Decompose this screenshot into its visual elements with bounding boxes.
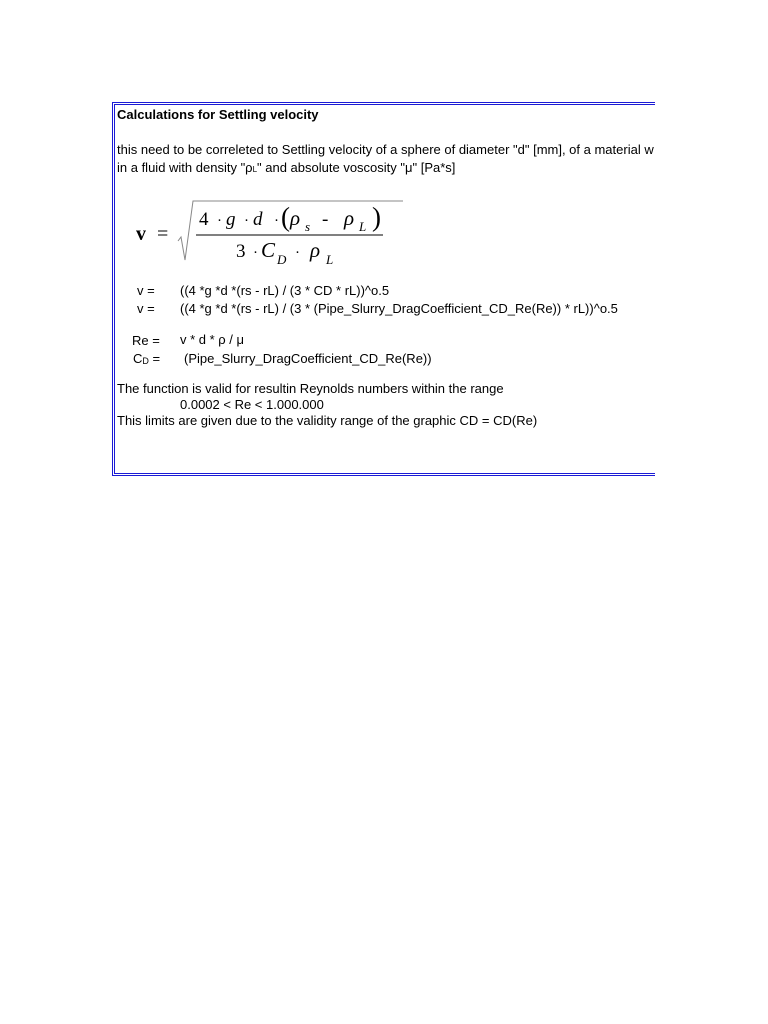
formula-paren-open: ( — [281, 202, 290, 232]
re-expression: v * d * ρ / μ — [180, 332, 245, 347]
formula-den-rho-sub: L — [326, 252, 334, 267]
formula-den-dot2: · — [295, 245, 300, 261]
formula-num-d: d — [253, 209, 263, 230]
formula-equals: = — [157, 223, 169, 245]
cd-label — [133, 351, 160, 369]
formula-paren-close: ) — [372, 202, 381, 232]
validity-range: 0.0002 < Re < 1.000.000 — [180, 397, 324, 412]
formula-num-dot1: · — [217, 213, 222, 229]
formula-num-4: 4 — [199, 209, 209, 230]
formula-den-dot1: · — [253, 245, 258, 261]
eq1-expression: ((4 *g *d *(rs - rL) / (3 * CD * rL))^o.5 — [180, 283, 390, 298]
formula-rho-s-sub: s — [305, 219, 311, 234]
validity-note-2: This limits are given due to the validity range of the graphic CD = CD(Re) — [117, 413, 538, 428]
calculation-frame — [112, 102, 655, 476]
cd-expression: (Pipe_Slurry_DragCoefficient_CD_Re(Re)) — [184, 351, 432, 366]
eq1-label: v = — [137, 283, 155, 298]
formula-num-dot2: · — [244, 213, 249, 229]
formula-rho-l-sub: L — [359, 219, 367, 234]
cd-label-main: C — [133, 351, 143, 366]
intro-line-1: this need to be correleted to Settling velocity of a sphere of diameter "d" [mm], of a material w — [117, 142, 654, 157]
re-label: Re = — [132, 333, 160, 348]
formula-lhs: v — [136, 223, 146, 245]
intro-line-2-pre: in a fluid with density "ρ — [117, 160, 253, 175]
formula-rho-s: ρ — [290, 206, 301, 230]
formula-minus: - — [322, 209, 329, 230]
formula-rho-l: ρ — [344, 206, 355, 230]
formula-den-c-sub: D — [277, 252, 287, 267]
formula-den-rho: ρ — [310, 238, 321, 262]
eq2-label: v = — [137, 301, 155, 316]
intro-line-2-post: " and absolute voscosity "μ" [Pa*s] — [257, 160, 456, 175]
cd-label-eq: = — [148, 351, 161, 366]
section-heading: Calculations for Settling velocity — [117, 107, 319, 122]
intro-line-2-sub: L — [252, 165, 258, 174]
formula-num-g: g — [226, 209, 236, 230]
formula-den-c: C — [261, 238, 276, 262]
cd-label-sub: D — [142, 356, 149, 366]
validity-note-1: The function is valid for resultin Reynolds numbers within the range — [117, 381, 504, 396]
intro-line-2 — [117, 160, 455, 178]
settling-velocity-formula — [133, 193, 403, 273]
formula-num-dot3: · — [274, 213, 279, 229]
formula-den-3: 3 — [236, 241, 246, 262]
eq2-expression: ((4 *g *d *(rs - rL) / (3 * (Pipe_Slurry_DragCoefficient_CD_Re(Re)) * rL))^o.5 — [180, 301, 618, 316]
